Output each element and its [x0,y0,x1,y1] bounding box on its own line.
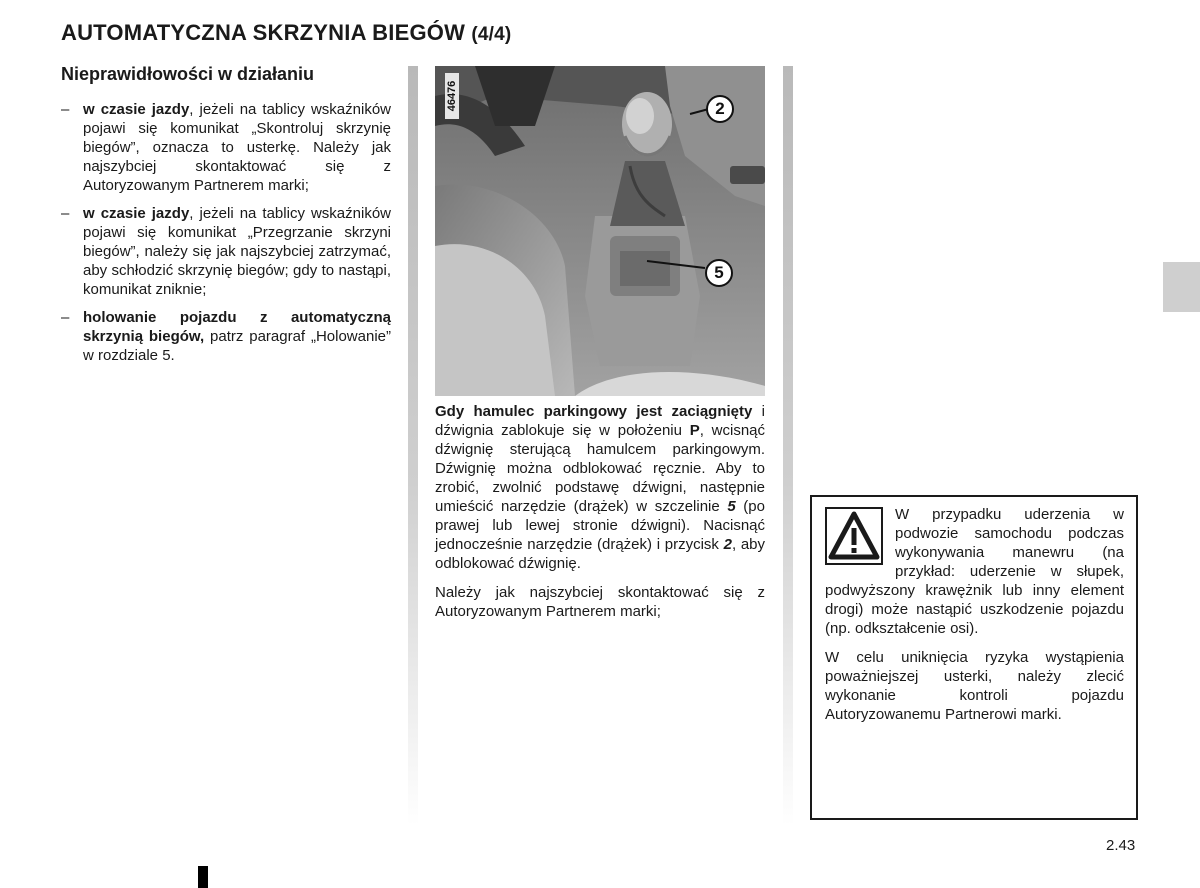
column-separator-left [408,66,418,826]
chapter-side-tab [1163,262,1200,312]
warning-text-2: W celu uniknięcia ryzyka wystąpienia poważniejszej usterki, należy zlecić wykonanie kontroli pojazdu Autoryzowanemu Partnerowi marki. [825,649,1124,723]
contact-partner-text: Należy jak najszybciej skontaktować się z Autoryzowanym Partnerem marki; [435,584,765,620]
figure-number [444,74,460,120]
column-separator-right [783,66,793,826]
list-item-text: patrz paragraf „Holowanie” w rozdziale 5. [83,328,391,364]
warning-text-1: W przypadku uderzenia w podwozie samochodu podczas wykonywania manewru (na przykład: uderzenie w słupek, podwyższony krawężnik lub inny element drogi) może nastąpić uszkodzenie pojazdu (np. odkształcenie osi). [825,506,1124,637]
list-dash: – [61,101,70,118]
page-title-text: AUTOMATYCZNA SKRZYNIA BIEGÓW [61,20,466,45]
middle-column [435,402,765,631]
instructions-text-a: i dźwignia zablokuje się w położeniu [435,403,766,439]
list-dash: – [61,309,70,326]
list-item [61,308,391,365]
malfunction-list [61,100,391,365]
list-item-text: , jeżeli na tablicy wskaźników pojawi się komunikat „Skontroluj skrzynię biegów”, oznacza to usterkę. Należy jak najszybciej skontaktować się z Autoryzowanym Partnerem marki; [83,101,392,194]
instructions-p-position: P [689,422,700,439]
instructions-text-c: (po prawej lub lewej stronie dźwigni). Nacisnąć jednocześnie narzędzie (drążek) i przycisk [435,498,765,553]
unlock-instructions [435,402,765,573]
list-item-text: , jeżeli na tablicy wskaźników pojawi się komunikat „Przegrzanie skrzyni biegów”, należy się jak najszybciej zatrzymać, aby schłodzić skrzynię biegów; gdy to nastąpi, komunikat zniknie; [83,205,392,298]
callout-2: 2 [706,95,734,123]
list-item [61,100,391,195]
list-dash: – [61,205,70,222]
instructions-text-b: , wcisnąć dźwignię sterującą hamulcem parkingowym. Dźwignię można odblokować ręcznie. Aby to zrobić, zwolnić podstawę dźwigni, następnie umieścić narzędzie (drążek) w szczelinie [435,422,765,515]
callout-5: 5 [705,259,733,287]
left-column [61,60,391,374]
instructions-bold-lead: Gdy hamulec parkingowy jest zaciągnięty [435,403,753,420]
page-number: 2.43 [1106,837,1136,854]
section-heading: Nieprawidłowości w działaniu [61,64,315,84]
instructions-text-d: , aby odblokować dźwignię. [435,536,766,572]
instructions-ref-2: 2 [723,536,732,553]
list-item [61,204,391,299]
print-mark [198,866,208,888]
list-item-bold: w czasie jazdy [83,101,190,118]
instructions-ref-5: 5 [727,498,736,515]
list-item-bold: w czasie jazdy [83,205,190,222]
figure-number-text: 46476 [445,73,459,119]
warning-triangle-icon [825,507,883,565]
page-title-suffix: (4/4) [471,24,512,45]
warning-box [810,495,1138,820]
list-item-bold: holowanie pojazdu z automatyczną skrzynią biegów, [83,309,391,345]
page-title [61,20,511,46]
